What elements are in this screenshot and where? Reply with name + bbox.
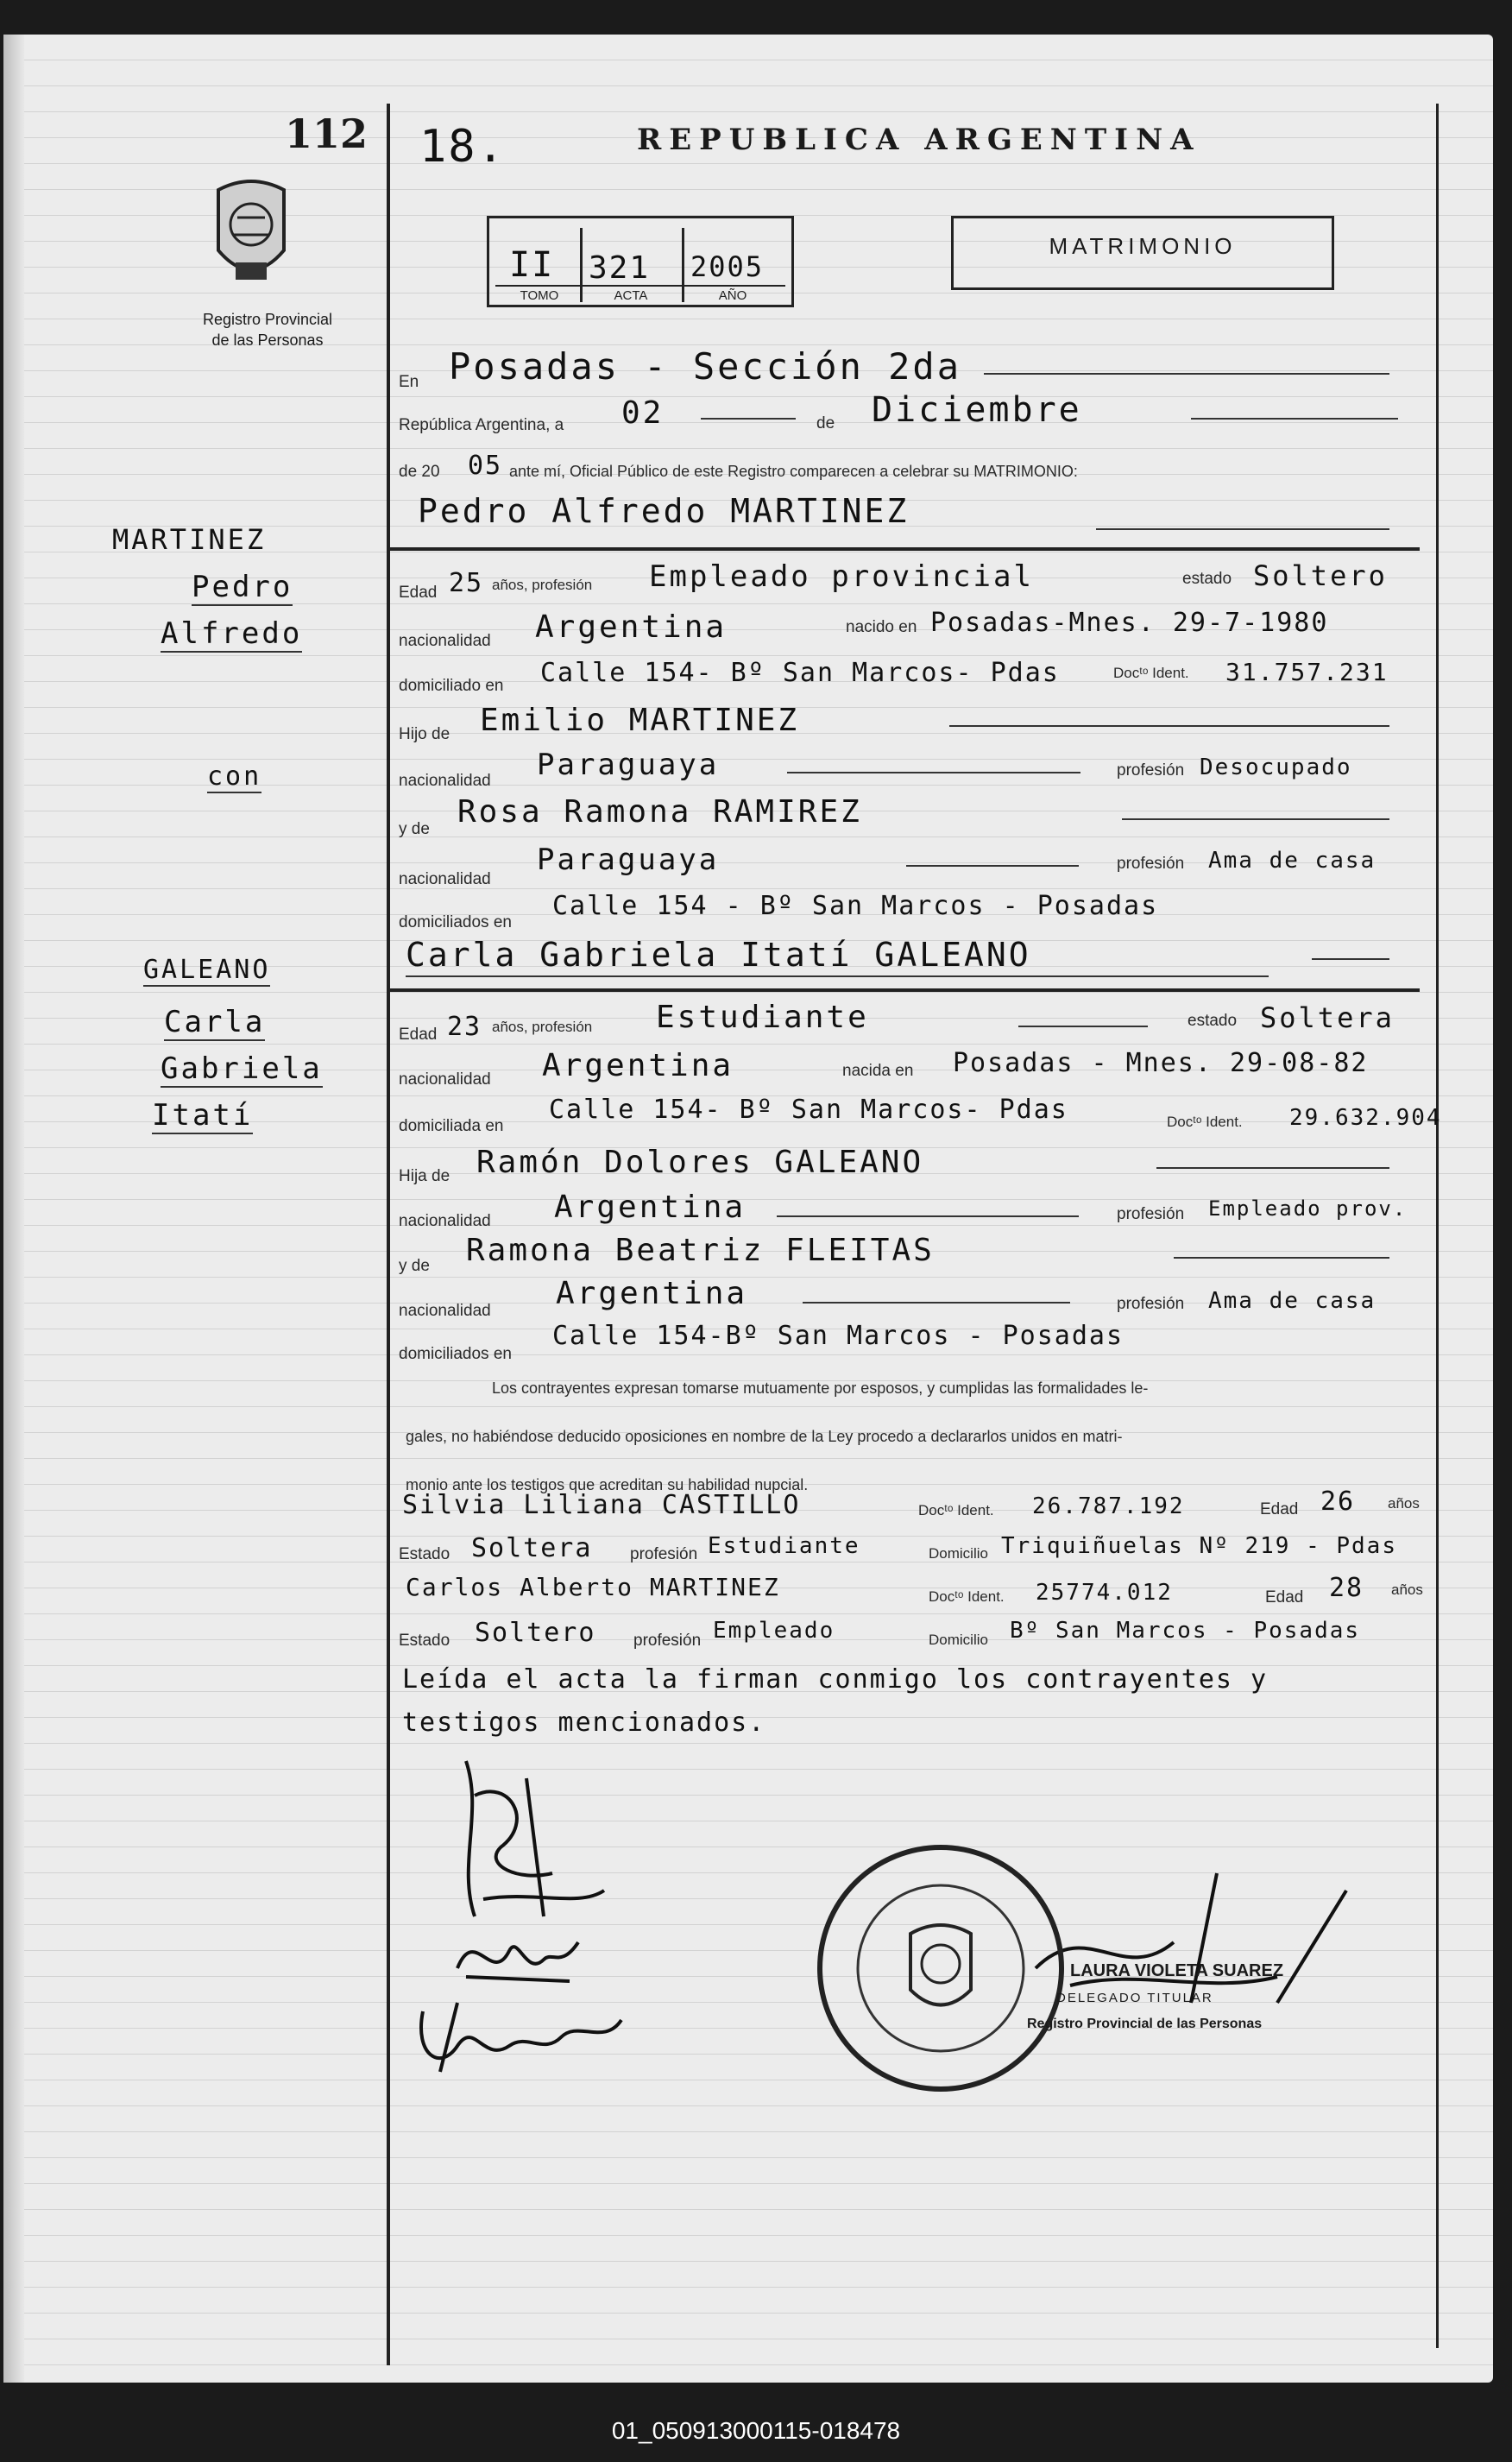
witness2-prof: Empleado <box>713 1618 835 1644</box>
witness2-doc: 25774.012 <box>1036 1580 1173 1606</box>
bride-anos-label: años, profesión <box>492 1019 593 1035</box>
groom-estado: Soltero <box>1253 559 1388 592</box>
groom-nationality: Argentina <box>535 609 728 645</box>
country-title: REPUBLICA ARGENTINA <box>637 123 1201 157</box>
bride-father-nat-line <box>777 1215 1079 1217</box>
book-binding <box>3 35 24 2383</box>
year-suffix: 05 <box>468 451 503 481</box>
groom-address: Calle 154- Bº San Marcos- Pdas <box>540 658 1060 688</box>
groom-father-nat: Paraguaya <box>537 748 720 782</box>
bride-mother-nat-label: nacionalidad <box>399 1302 491 1320</box>
groom-father: Emilio MARTINEZ <box>480 703 800 738</box>
day-dash <box>701 418 796 420</box>
bride-birth: Posadas - Mnes. 29-08-82 <box>953 1048 1369 1078</box>
month-line <box>1191 418 1398 420</box>
witness1-prof: Estudiante <box>708 1533 860 1559</box>
bride-estado: Soltera <box>1260 1001 1395 1034</box>
ano-value: 2005 <box>690 250 765 283</box>
bride-edad-label: Edad <box>399 1026 438 1044</box>
bride-father-nat: Argentina <box>554 1190 747 1225</box>
right-border <box>1436 104 1439 2348</box>
bride-mother: Ramona Beatriz FLEITAS <box>466 1233 935 1268</box>
closing-line1: Leída el acta la firman conmigo los contrayentes y <box>402 1664 1269 1695</box>
day-value: 02 <box>621 395 665 431</box>
republica-label: República Argentina, a <box>399 416 564 434</box>
tomo-value: II <box>509 245 555 285</box>
bride-mother-nat-line <box>803 1302 1070 1304</box>
margin-bride-surname: GALEANO <box>143 955 271 985</box>
groom-father-nat-line <box>787 772 1080 773</box>
official-role: DELEGADO TITULAR <box>1056 1991 1213 2005</box>
intro-text: ante mí, Oficial Público de este Registro comparecen a celebrar su MATRIMONIO: <box>509 463 1078 480</box>
bride-yde-label: y de <box>399 1257 430 1275</box>
groom-mother: Rosa Ramona RAMIREZ <box>457 794 862 830</box>
bride-section-line <box>388 988 1420 992</box>
bride-father-prof-label: profesión <box>1117 1205 1185 1223</box>
de-label: de <box>816 414 835 432</box>
groom-nacido-label: nacido en <box>846 618 917 636</box>
witness1-estado: Soltera <box>471 1533 593 1563</box>
bride-nacida-label: nacida en <box>842 1062 914 1080</box>
groom-father-prof: Desocupado <box>1200 754 1352 780</box>
witness2-age: 28 <box>1329 1573 1364 1603</box>
image-id-footer: 01_050913000115-018478 <box>611 2417 901 2444</box>
signature-witness <box>406 1985 630 2085</box>
bride-nat-label: nacionalidad <box>399 1070 491 1089</box>
groom-doc-label: Docᵗᵒ Ident. <box>1113 665 1189 681</box>
bride-father-prof: Empleado prov. <box>1208 1196 1408 1221</box>
margin-con: con <box>207 761 262 792</box>
place-value: Posadas - Sección 2da <box>449 345 962 388</box>
margin-bride-name1: Carla <box>164 1005 266 1039</box>
witness2-anos-label: años <box>1391 1581 1423 1598</box>
bride-address: Calle 154- Bº San Marcos- Pdas <box>549 1095 1068 1125</box>
bride-doc-label: Docᵗᵒ Ident. <box>1167 1114 1243 1130</box>
bride-mother-line <box>1174 1257 1389 1259</box>
witness1-anos-label: años <box>1388 1495 1420 1512</box>
bride-father-line <box>1156 1167 1389 1169</box>
bride-mother-prof-label: profesión <box>1117 1295 1185 1313</box>
registry-seal-stamp <box>811 1839 1070 2102</box>
witness1-dom: Triquiñuelas Nº 219 - Pdas <box>1001 1533 1397 1559</box>
signature-groom <box>432 1744 621 1938</box>
groom-profession: Empleado provincial <box>649 559 1034 594</box>
bride-prof-line <box>1018 1026 1148 1027</box>
witness2-doc-label: Docᵗᵒ Ident. <box>929 1588 1005 1605</box>
witness2-dom: Bº San Marcos - Posadas <box>1010 1618 1361 1644</box>
month-value: Diciembre <box>872 390 1082 430</box>
groom-mother-nat-line <box>906 865 1079 867</box>
groom-dom-label: domiciliado en <box>399 677 504 695</box>
witness1-prof-label: profesión <box>630 1545 698 1563</box>
ano-label: AÑO <box>718 288 747 303</box>
witness2-edad-label: Edad <box>1265 1588 1304 1607</box>
groom-yde-label: y de <box>399 820 430 838</box>
bride-mother-prof: Ama de casa <box>1208 1288 1377 1314</box>
margin-divider <box>387 104 390 2365</box>
box-divider-1 <box>580 228 583 302</box>
margin-groom-name1: Pedro <box>192 570 293 604</box>
groom-anos-label: años, profesión <box>492 577 593 593</box>
groom-doc: 31.757.231 <box>1225 658 1389 686</box>
margin-bride-name3: Itatí <box>152 1098 254 1133</box>
bride-parents-dom-label: domiciliados en <box>399 1345 512 1363</box>
witness1-age: 26 <box>1320 1487 1356 1517</box>
statement-paragraph <box>406 1364 1433 1509</box>
bride-mother-nat: Argentina <box>556 1276 748 1311</box>
groom-parents-address: Calle 154 - Bº San Marcos - Posadas <box>552 891 1159 921</box>
witness2-estado-label: Estado <box>399 1632 450 1650</box>
witness2-name: Carlos Alberto MARTINEZ <box>406 1573 780 1601</box>
bride-name-line <box>406 975 1269 977</box>
place-line <box>984 373 1389 375</box>
groom-mother-prof: Ama de casa <box>1208 848 1377 874</box>
witness2-dom-label: Domicilio <box>929 1632 988 1648</box>
groom-birth: Posadas-Mnes. 29-7-1980 <box>930 608 1329 638</box>
groom-section-line <box>388 547 1420 551</box>
folio-mark: 18. <box>419 121 506 173</box>
groom-parents-dom-label: domiciliados en <box>399 913 512 931</box>
witness1-doc: 26.787.192 <box>1032 1493 1185 1519</box>
official-office: Registro Provincial de las Personas <box>1027 2017 1263 2031</box>
box-divider-2 <box>682 228 684 302</box>
witness1-dom-label: Domicilio <box>929 1545 988 1562</box>
bride-estado-label: estado <box>1188 1012 1238 1030</box>
bride-father-nat-label: nacionalidad <box>399 1212 491 1230</box>
groom-hijo-label: Hijo de <box>399 725 450 743</box>
official-name: LAURA VIOLETA SUAREZ <box>1070 1961 1284 1980</box>
bride-fullname: Carla Gabriela Itatí GALEANO <box>406 936 1031 974</box>
margin-groom-name2: Alfredo <box>161 616 303 651</box>
bride-name-line-end <box>1312 958 1389 960</box>
witness1-estado-label: Estado <box>399 1545 450 1563</box>
doc-type: MATRIMONIO <box>1049 233 1237 259</box>
groom-fullname: Pedro Alfredo MARTINEZ <box>418 492 910 530</box>
groom-name-line <box>1096 528 1389 530</box>
witness1-name: Silvia Liliana CASTILLO <box>402 1490 801 1520</box>
witness1-doc-label: Docᵗᵒ Ident. <box>918 1502 994 1518</box>
acta-label: ACTA <box>614 288 648 303</box>
registry-line1: Registro Provincial <box>202 311 333 328</box>
groom-nat-label: nacionalidad <box>399 632 491 650</box>
margin-bride-name2: Gabriela <box>161 1051 323 1086</box>
bride-doc: 29.632.904 <box>1289 1105 1442 1131</box>
registry-line2: de las Personas <box>211 331 324 349</box>
tomo-label: TOMO <box>520 288 559 303</box>
margin-groom-surname: MARTINEZ <box>112 523 267 556</box>
year-prefix: de 20 <box>399 463 440 481</box>
bride-profession: Estudiante <box>656 1000 869 1035</box>
groom-mother-nat-label: nacionalidad <box>399 870 491 888</box>
statement-line2: gales, no habiéndose deducido oposiciones en nombre de la Ley procedo a declararlos unidos en matri- <box>406 1428 1123 1445</box>
en-label: En <box>399 373 419 391</box>
groom-mother-line <box>1122 818 1389 820</box>
witness2-prof-label: profesión <box>633 1632 702 1650</box>
witness2-estado: Soltero <box>475 1618 596 1648</box>
groom-father-prof-label: profesión <box>1117 761 1185 780</box>
statement-line1: Los contrayentes expresan tomarse mutuamente por esposos, y cumplidas las formalidades le- <box>492 1379 1149 1397</box>
statement-line3: monio ante los testigos que acreditan su habilidad nupcial. <box>406 1476 809 1493</box>
closing-line2: testigos mencionados. <box>402 1708 766 1738</box>
page-number: 112 <box>285 110 369 157</box>
witness1-edad-label: Edad <box>1260 1500 1299 1518</box>
groom-edad-label: Edad <box>399 584 438 602</box>
bride-father: Ramón Dolores GALEANO <box>476 1145 924 1180</box>
groom-age: 25 <box>449 568 484 598</box>
bride-nationality: Argentina <box>542 1048 734 1083</box>
bride-age: 23 <box>447 1012 482 1042</box>
acta-value: 321 <box>589 250 651 286</box>
groom-mother-nat: Paraguaya <box>537 843 720 877</box>
groom-estado-label: estado <box>1182 570 1232 588</box>
coat-of-arms-icon <box>210 173 293 298</box>
groom-mother-prof-label: profesión <box>1117 855 1185 873</box>
bride-hija-label: Hija de <box>399 1167 450 1185</box>
groom-father-nat-label: nacionalidad <box>399 772 491 790</box>
groom-father-line <box>949 725 1389 727</box>
bride-parents-address: Calle 154-Bº San Marcos - Posadas <box>552 1321 1125 1351</box>
bride-dom-label: domiciliada en <box>399 1117 504 1135</box>
